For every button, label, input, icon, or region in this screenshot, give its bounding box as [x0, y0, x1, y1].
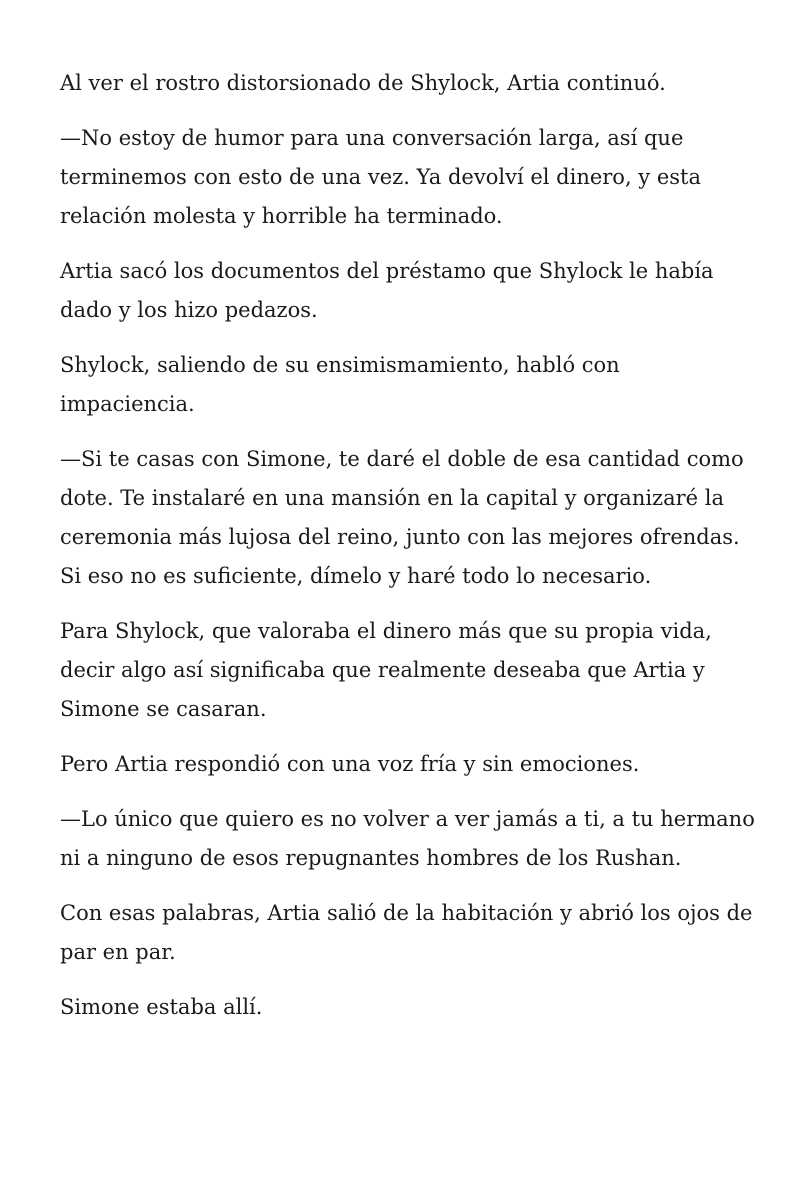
paragraph: —No estoy de humor para una conversación larga, así que terminemos con esto de una vez. Ya devolví el dinero, y esta relación molesta y horrible ha terminado.: [60, 126, 702, 228]
paragraph: Con esas palabras, Artia salió de la habitación y abrió los ojos de par en par.: [60, 901, 753, 964]
paragraph: —Lo único que quiero es no volver a ver jamás a ti, a tu hermano ni a ninguno de esos repugnantes hombres de los Rushan.: [60, 807, 755, 870]
paragraph: Shylock, saliendo de su ensimismamiento, habló con impaciencia.: [60, 353, 620, 416]
paragraph: —Si te casas con Simone, te daré el doble de esa cantidad como dote. Te instalaré en una mansión en la capital y organizaré la ceremonia más lujosa del reino, junto con las mejores ofrendas. Si eso no es suficiente, dímelo y haré todo lo necesario.: [60, 447, 744, 588]
paragraph: Artia sacó los documentos del préstamo que Shylock le había dado y los hizo pedazos.: [60, 259, 714, 322]
paragraph: Pero Artia respondió con una voz fría y sin emociones.: [60, 752, 640, 776]
paragraph: Simone estaba allí.: [60, 995, 263, 1019]
paragraph: Para Shylock, que valoraba el dinero más que su propia vida, decir algo así significaba que realmente deseaba que Artia y Simone se casaran.: [60, 619, 712, 721]
paragraph: Al ver el rostro distorsionado de Shylock, Artia continuó.: [60, 71, 666, 95]
